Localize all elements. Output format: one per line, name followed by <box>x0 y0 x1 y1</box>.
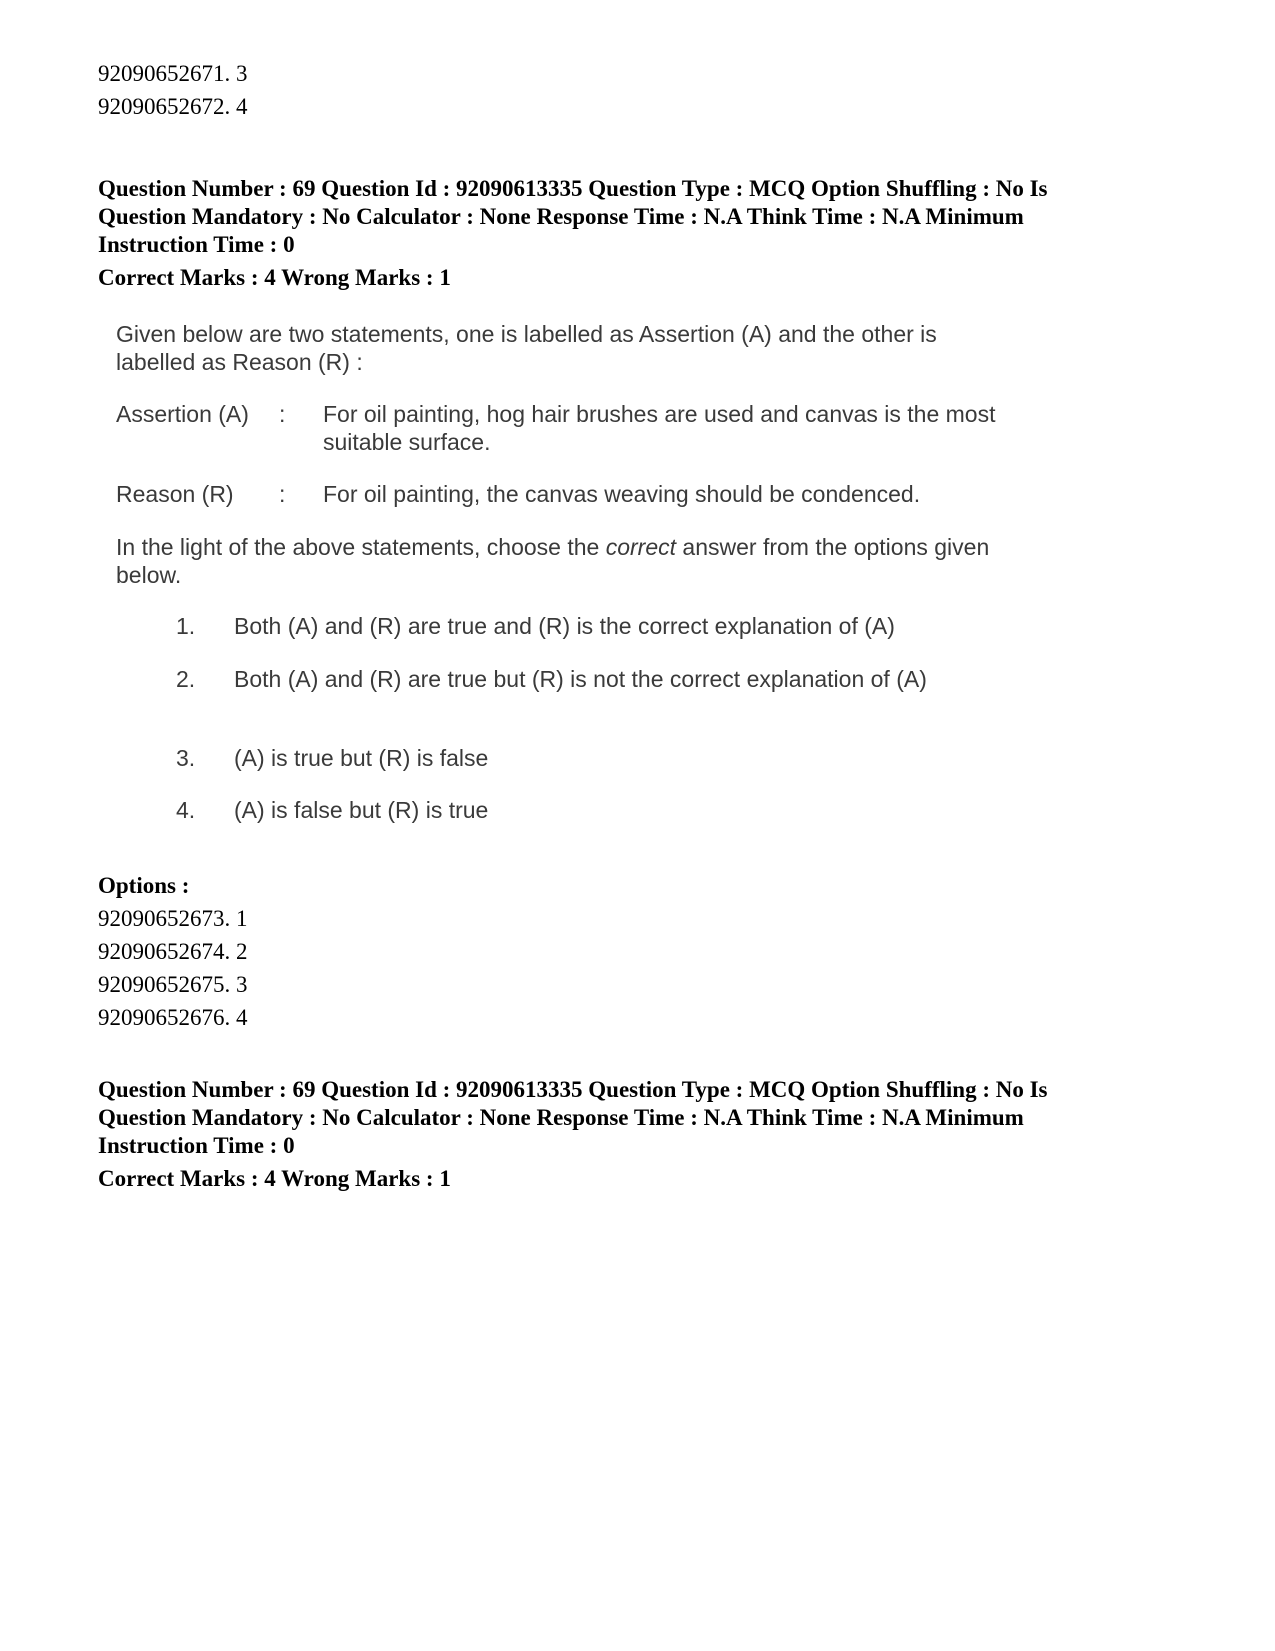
meta-line-3: Instruction Time : 0 <box>98 232 295 257</box>
assertion-colon: : <box>279 401 286 427</box>
meta-line-2: Question Mandatory : No Calculator : None Response Time : N.A Think Time : N.A Minimum <box>98 204 1024 229</box>
meta-line-1: Question Number : 69 Question Id : 92090613335 Question Type : MCQ Option Shuffling : No Is <box>98 176 1048 201</box>
reason-label: Reason (R) <box>116 481 234 507</box>
reason-colon: : <box>279 481 286 507</box>
next-question-meta <box>98 1076 1188 1160</box>
choice-text: Both (A) and (R) are true but (R) is not the correct explanation of (A) <box>234 666 927 692</box>
assertion-label: Assertion (A) <box>116 401 249 427</box>
next-meta-line-1: Question Number : 69 Question Id : 92090613335 Question Type : MCQ Option Shuffling : No Is <box>98 1077 1048 1102</box>
choice-number: 4. <box>176 797 196 823</box>
prompt-before: In the light of the above statements, choose the <box>116 534 606 560</box>
choice-number: 3. <box>176 745 196 771</box>
option-1: 92090652673. 1 <box>98 906 248 931</box>
prev-option-3: 92090652671. 3 <box>98 61 248 86</box>
option-2: 92090652674. 2 <box>98 939 248 964</box>
option-4: 92090652676. 4 <box>98 1005 248 1030</box>
choice-text: (A) is true but (R) is false <box>234 745 489 771</box>
reason-text: For oil painting, the canvas weaving should be condenced. <box>323 481 921 507</box>
question-meta <box>98 175 1188 259</box>
choice-text: (A) is false but (R) is true <box>234 797 489 823</box>
option-3: 92090652675. 3 <box>98 972 248 997</box>
prev-option-4: 92090652672. 4 <box>98 94 248 119</box>
choice-number: 1. <box>176 613 196 639</box>
prompt-emphasis: correct <box>605 534 677 560</box>
question-prompt <box>116 533 1001 589</box>
assertion-text: For oil painting, hog hair brushes are used and canvas is the most suitable surface. <box>323 401 996 455</box>
prompt-after: answer from the options given below. <box>116 534 990 588</box>
options-heading: Options : <box>98 873 190 898</box>
next-question-marks: Correct Marks : 4 Wrong Marks : 1 <box>98 1166 451 1191</box>
next-meta-line-3: Instruction Time : 0 <box>98 1133 295 1158</box>
next-meta-line-2: Question Mandatory : No Calculator : None Response Time : N.A Think Time : N.A Minimum <box>98 1105 1024 1130</box>
question-marks: Correct Marks : 4 Wrong Marks : 1 <box>98 265 451 290</box>
question-intro: Given below are two statements, one is labelled as Assertion (A) and the other is labelled as Reason (R) : <box>116 321 937 375</box>
choice-number: 2. <box>176 666 196 692</box>
choice-text: Both (A) and (R) are true and (R) is the correct explanation of (A) <box>234 613 895 639</box>
